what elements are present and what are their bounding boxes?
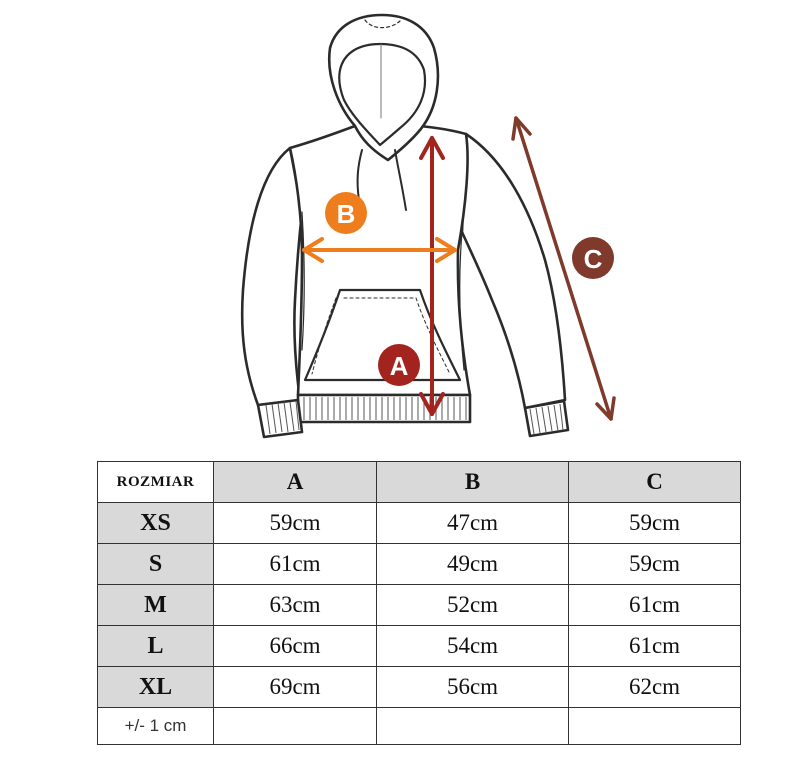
table-row xyxy=(98,503,741,544)
svg-text:C: C xyxy=(583,244,603,274)
column-header-c: C xyxy=(569,462,741,503)
left-sleeve xyxy=(242,148,302,405)
column-header-b: B xyxy=(377,462,569,503)
waistband xyxy=(298,395,470,422)
empty-cell xyxy=(377,708,569,745)
cell-a: 59cm xyxy=(214,503,377,544)
tolerance-note: +/- 1 cm xyxy=(98,708,214,745)
right-sleeve xyxy=(462,134,565,408)
size-label: S xyxy=(98,544,214,585)
cell-b: 54cm xyxy=(377,626,569,667)
badge-b xyxy=(325,192,367,234)
hoodie-body xyxy=(290,126,470,395)
empty-cell xyxy=(214,708,377,745)
cell-b: 52cm xyxy=(377,585,569,626)
size-label: L xyxy=(98,626,214,667)
empty-cell xyxy=(569,708,741,745)
size-label: XL xyxy=(98,667,214,708)
cell-a: 66cm xyxy=(214,626,377,667)
svg-text:B: B xyxy=(336,199,356,229)
cell-c: 62cm xyxy=(569,667,741,708)
size-label: XS xyxy=(98,503,214,544)
svg-text:A: A xyxy=(389,351,409,381)
cell-b: 49cm xyxy=(377,544,569,585)
cell-a: 61cm xyxy=(214,544,377,585)
cell-c: 61cm xyxy=(569,626,741,667)
cell-c: 59cm xyxy=(569,544,741,585)
size-label: M xyxy=(98,585,214,626)
size-table xyxy=(97,461,741,745)
cell-c: 61cm xyxy=(569,585,741,626)
tolerance-row xyxy=(98,708,741,745)
table-row xyxy=(98,626,741,667)
table-header-row xyxy=(98,462,741,503)
cell-b: 56cm xyxy=(377,667,569,708)
badge-a xyxy=(378,344,420,386)
cell-a: 69cm xyxy=(214,667,377,708)
badge-c xyxy=(572,237,614,279)
column-header-a: A xyxy=(214,462,377,503)
cell-b: 47cm xyxy=(377,503,569,544)
cell-a: 63cm xyxy=(214,585,377,626)
cell-c: 59cm xyxy=(569,503,741,544)
table-row xyxy=(98,585,741,626)
table-row xyxy=(98,667,741,708)
table-row xyxy=(98,544,741,585)
size-column-header: ROZMIAR xyxy=(98,462,214,503)
